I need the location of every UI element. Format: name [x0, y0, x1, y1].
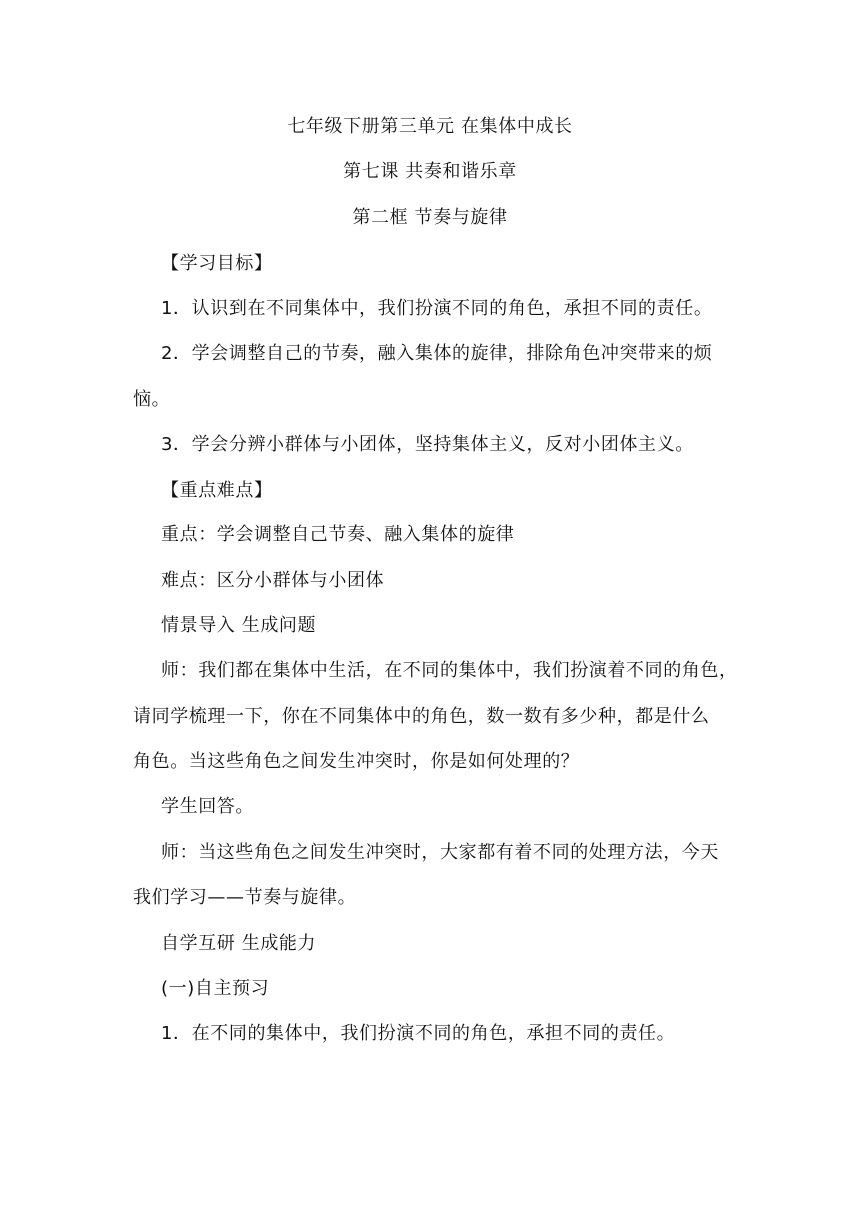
goal-2-line-2: 恼。: [133, 389, 171, 410]
student-answer: 学生回答。: [161, 796, 254, 817]
difficult-point: 难点：区分小群体与小团体: [161, 570, 385, 591]
preview-item-1: 1．在不同的集体中，我们扮演不同的角色，承担不同的责任。: [161, 1023, 676, 1044]
goal-1: 1．认识到在不同集体中，我们扮演不同的角色，承担不同的责任。: [161, 298, 713, 319]
teacher-statement-2-line-2: 我们学习——节奏与旋律。: [133, 887, 357, 908]
goals-heading: 【学习目标】: [161, 253, 273, 274]
key-point: 重点：学会调整自己节奏、融入集体的旋律: [161, 524, 515, 545]
goal-3: 3．学会分辨小群体与小团体，坚持集体主义，反对小团体主义。: [161, 434, 694, 455]
teacher-statement-2-line-1: 师：当这些角色之间发生冲突时，大家都有着不同的处理方法，今天: [161, 842, 719, 863]
teacher-statement-1-line-1: 师：我们都在集体中生活，在不同的集体中，我们扮演着不同的角色，: [161, 660, 738, 681]
key-points-heading: 【重点难点】: [161, 480, 273, 501]
lesson-title: 第七课 共奏和谐乐章: [343, 161, 517, 182]
unit-title: 七年级下册第三单元 在集体中成长: [287, 116, 573, 137]
self-study-heading: 自学互研 生成能力: [161, 933, 317, 954]
section-title: 第二框 节奏与旋律: [352, 207, 508, 228]
preview-heading: (一)自主预习: [161, 978, 270, 999]
intro-heading: 情景导入 生成问题: [161, 615, 317, 636]
teacher-statement-1-line-3: 角色。当这些角色之间发生冲突时，你是如何处理的？: [133, 751, 580, 772]
teacher-statement-1-line-2: 请同学梳理一下，你在不同集体中的角色，数一数有多少种，都是什么: [133, 706, 710, 727]
goal-2-line-1: 2．学会调整自己的节奏，融入集体的旋律，排除角色冲突带来的烦: [161, 343, 713, 364]
